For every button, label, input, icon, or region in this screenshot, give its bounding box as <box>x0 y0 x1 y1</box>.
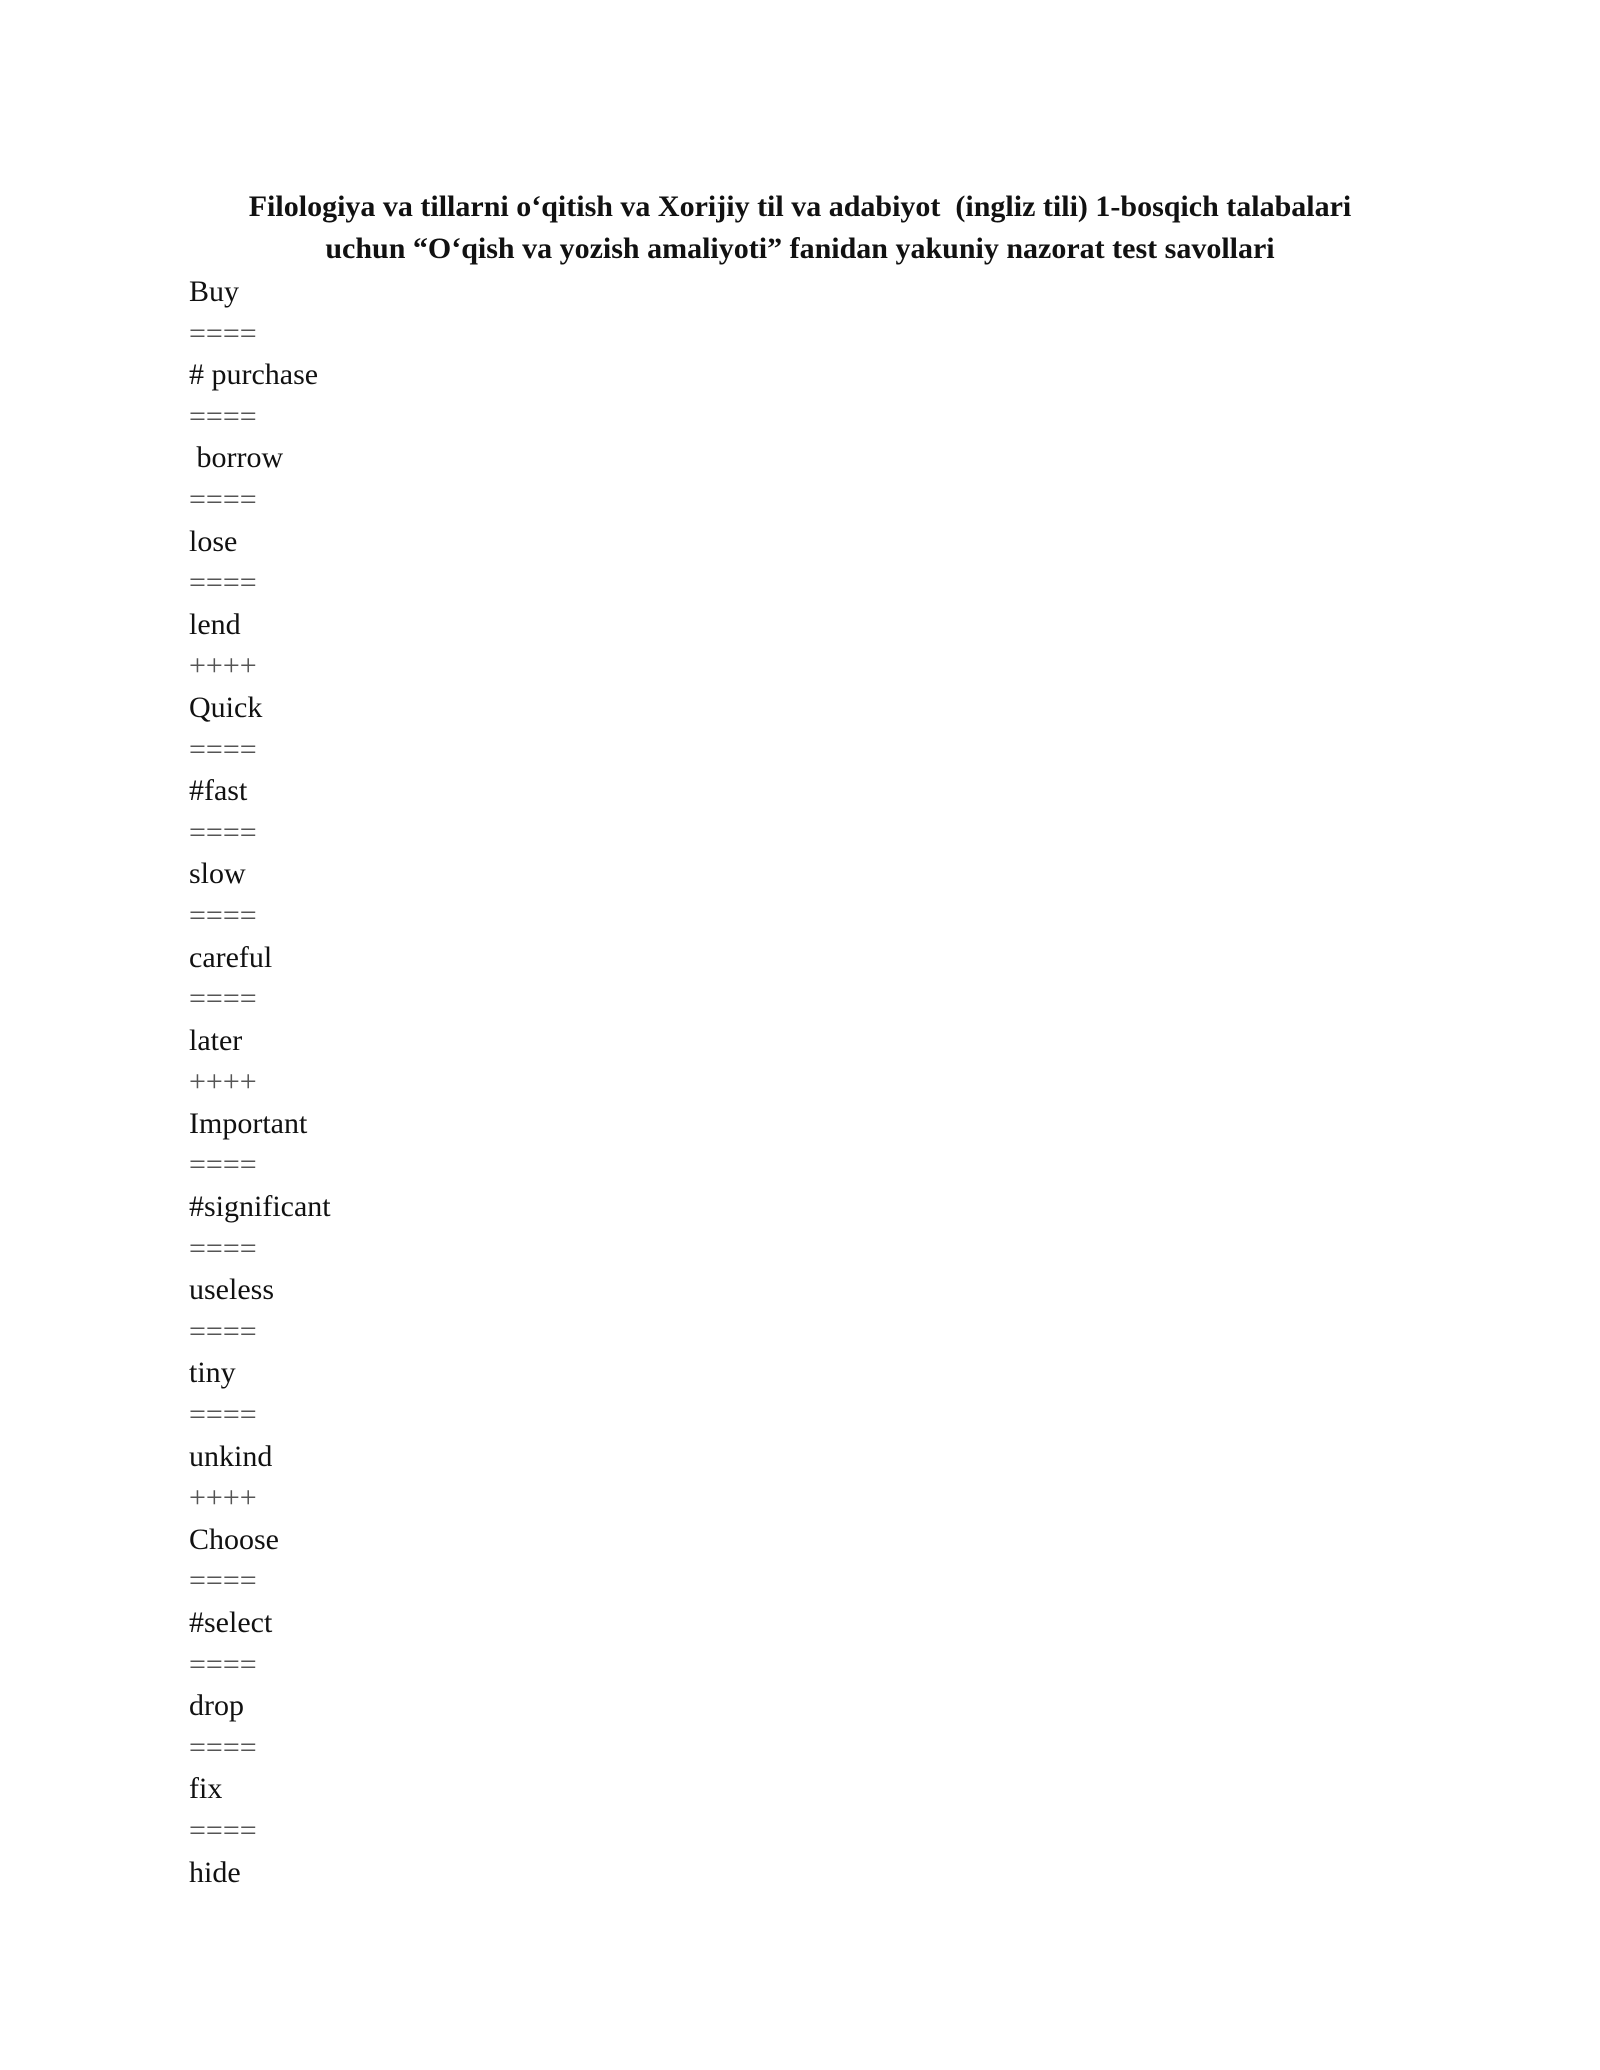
text-line: slow <box>189 857 246 891</box>
text-line: Quick <box>189 690 263 724</box>
text-line: later <box>189 1023 243 1057</box>
separator-line: ==== <box>189 1730 257 1764</box>
separator-line: ==== <box>189 982 257 1016</box>
separator-line: ==== <box>189 1813 257 1847</box>
title-line-1: Filologiya va tillarni o‘qitish va Xorijiy til va adabiyot (ingliz tili) 1-bosqich talabalari <box>248 190 1352 223</box>
text-line: # purchase <box>189 358 319 392</box>
separator-line: ==== <box>189 566 257 600</box>
text-line: fix <box>189 1772 223 1806</box>
text-line: Important <box>189 1106 308 1140</box>
text-line: unkind <box>189 1439 273 1473</box>
separator-line: ==== <box>189 1314 257 1348</box>
text-line: Buy <box>189 275 240 308</box>
separator-line: ==== <box>189 399 257 433</box>
text-line: #significant <box>189 1190 331 1224</box>
separator-line: ==== <box>189 1564 257 1598</box>
text-line: useless <box>189 1273 274 1307</box>
separator-line: ==== <box>189 316 257 350</box>
text-line: #fast <box>189 774 248 808</box>
text-line: drop <box>189 1689 244 1723</box>
separator-line: ++++ <box>189 649 257 683</box>
text-line: careful <box>189 940 273 974</box>
text-line: borrow <box>189 441 284 475</box>
text-line: hide <box>189 1855 241 1889</box>
text-line: #select <box>189 1606 273 1639</box>
test-question-list <box>189 271 1389 1893</box>
separator-line: ++++ <box>189 1481 257 1515</box>
separator-line: ==== <box>189 1231 257 1265</box>
title-line-2: uchun “O‘qish va yozish amaliyoti” fanidan yakuniy nazorat test savollari <box>325 232 1275 265</box>
document-title <box>160 186 1440 270</box>
text-line: tiny <box>189 1356 236 1390</box>
text-line: Choose <box>189 1522 279 1556</box>
text-line: lend <box>189 607 241 641</box>
separator-line: ==== <box>189 898 257 932</box>
separator-line: ++++ <box>189 1065 257 1099</box>
separator-line: ==== <box>189 482 257 516</box>
separator-line: ==== <box>189 1647 257 1681</box>
separator-line: ==== <box>189 1398 257 1432</box>
text-line: lose <box>189 524 238 558</box>
separator-line: ==== <box>189 732 257 766</box>
separator-line: ==== <box>189 1148 257 1182</box>
separator-line: ==== <box>189 815 257 849</box>
